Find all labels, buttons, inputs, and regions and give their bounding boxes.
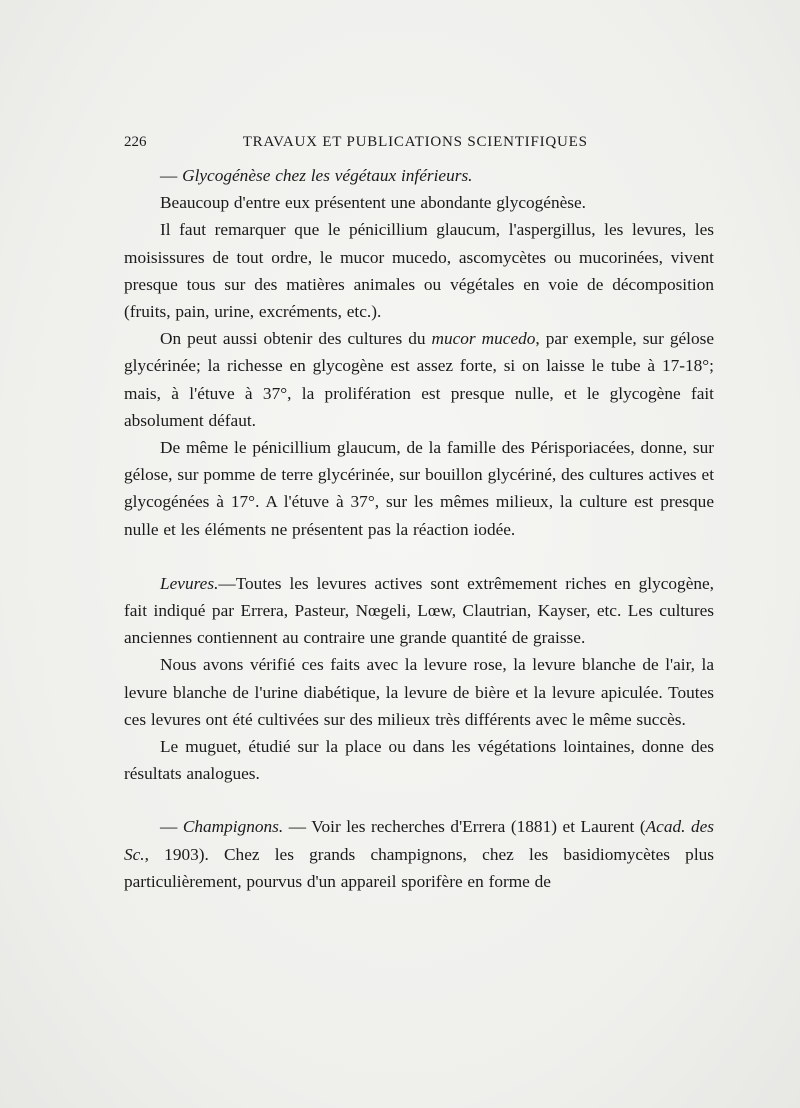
text-run: On peut aussi obtenir des cultures du [160, 329, 432, 349]
species-name: mucor mucedo [431, 329, 536, 349]
section-title-glycogenese [124, 162, 714, 189]
text-run: , par exemple, sur gélose glycérinée; la richesse en glycogène est assez forte, si on laisse le tube à 17-18°; mais, à l'étuve à 37°, la prolifération est presque nulle, et le glycogène fait absolument défaut. [124, 329, 714, 430]
section-title-text: Glycogénèse chez les végétaux inférieurs. [182, 166, 473, 185]
paragraph: Le muguet, étudié sur la place ou dans les végétations lointaines, donne des résultats analogues. [124, 737, 714, 784]
paragraph: De même le pénicillium glaucum, de la famille des Périsporiacées, donne, sur gélose, sur pomme de terre glycérinée, sur bouillon glycériné, des cultures actives et glycogénées à 17°. A l'étuve à 37°, sur les mêmes milieux, la culture est presque nulle et les éléments ne présentent pas la réaction iodée. [124, 438, 714, 539]
section-title-champignons: Champignons. [182, 817, 284, 837]
running-title: TRAVAUX ET PUBLICATIONS SCIENTIFIQUES [242, 134, 588, 150]
text-run: , 1903). Chez les grands champignons, chez les basidiomycètes plus particulièrement, pourvus d'un appareil sporifère en forme de [124, 844, 714, 891]
paragraph [124, 325, 714, 434]
paragraph: Nous avons vérifié ces faits avec la levure rose, la levure blanche de l'air, la levure blanche de l'urine diabétique, la levure de bière et la levure apiculée. Toutes ces levures ont été cultivées sur des milieux très différents avec le même succès. [124, 655, 714, 729]
reference: Acad. des Sc. [124, 817, 715, 864]
text-run: — Voir les recherches d'Errera (1881) et Laurent ( [283, 817, 646, 837]
title-dash: — [160, 166, 183, 185]
paragraph: Beaucoup d'entre eux présentent une abondante glycogénèse. [160, 193, 586, 213]
section-gap [124, 787, 714, 813]
text-run: —Toutes les levures actives sont extrêmement riches en glycogène, fait indiqué par Errera, Pasteur, Nœgeli, Lœw, Clautrian, Kayser, etc. Les cultures anciennes contiennent au contraire une grande quantité de graisse. [124, 573, 714, 648]
section-gap [124, 543, 714, 570]
paragraph-champignons [124, 813, 714, 895]
paragraph-levures [124, 570, 714, 652]
section-title-levures: Levures. [160, 573, 219, 593]
page-header [124, 132, 714, 152]
title-dash: — [160, 817, 183, 837]
page-number: 226 [124, 134, 147, 150]
page-body [124, 132, 714, 895]
paragraph: Il faut remarquer que le pénicillium glaucum, l'aspergillus, les levures, les moisissures de tout ordre, le mucor mucedo, ascomycètes ou mucorinées, vivent presque tous sur des matières animales ou végétales en voie de décomposition (fruits, pain, urine, excréments, etc.). [124, 220, 714, 322]
